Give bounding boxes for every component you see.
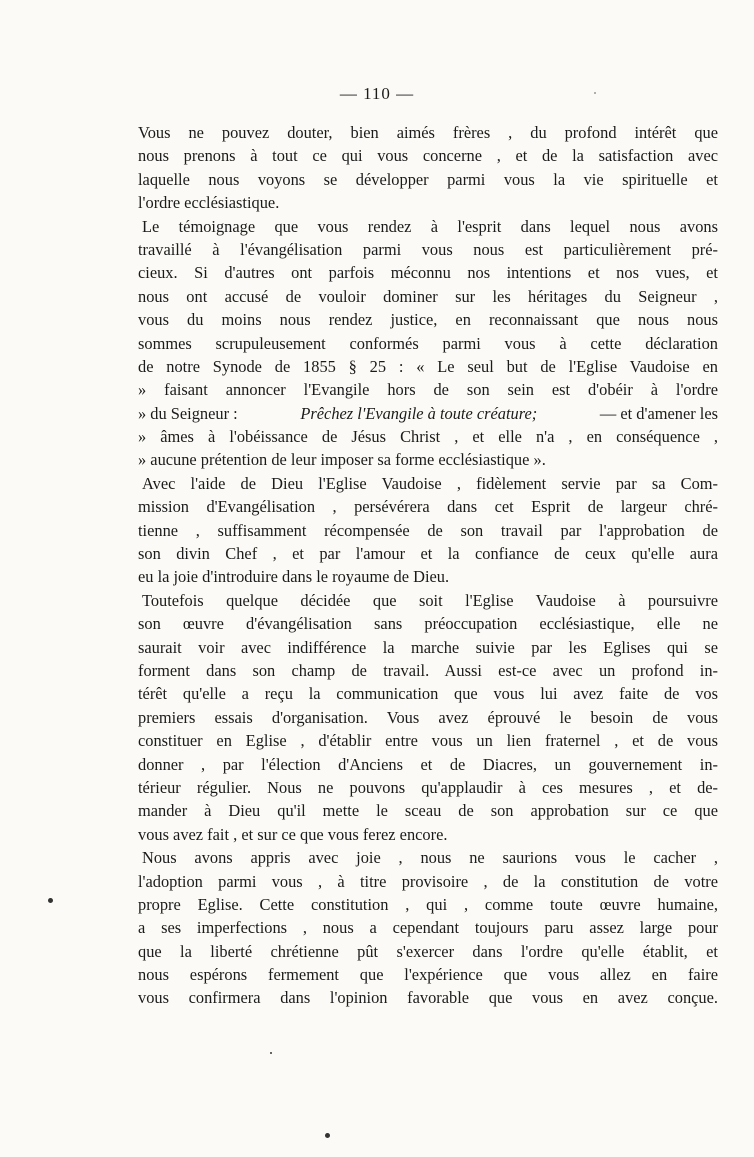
text-line-mixed: [138, 402, 718, 425]
text-line: » âmes à l'obéissance de Jésus Christ , et elle n'a , en conséquence ,: [138, 427, 718, 447]
text-line: eu la joie d'introduire dans le royaume de Dieu.: [138, 567, 450, 587]
text-line: Vous ne pouvez douter, bien aimés frères , du profond intérêt que: [138, 123, 718, 142]
text-line: vous du moins nous rendez justice, en reconnaissant que nous nous: [138, 310, 718, 330]
text-line: tienne , suffisamment récompensée de son travail par l'approbation de: [138, 520, 718, 540]
text-line: forment dans son champ de travail. Aussi est-ce avec un profond in-: [138, 660, 718, 680]
text-line: l'adoption parmi vous , à titre provisoire , de la constitution de votre: [138, 871, 718, 891]
text-line: constituer en Eglise , d'établir entre vous un lien fraternel , et de vous: [138, 731, 718, 751]
text-line: premiers essais d'organisation. Vous avez éprouvé le besoin de vous: [138, 707, 718, 727]
text-line: nous ont accusé de vouloir dominer sur les héritages du Seigneur ,: [138, 286, 718, 306]
print-speck: [270, 1052, 272, 1054]
text-line: Le témoignage que vous rendez à l'esprit dans lequel nous avons: [142, 216, 718, 236]
text-fragment: — et d'amener les: [599, 403, 718, 423]
text-line: Toutefois quelque décidée que soit l'Eglise Vaudoise à poursuivre: [142, 590, 718, 610]
text-line: saurait voir avec indifférence la marche suivie par les Eglises qui se: [138, 637, 718, 657]
text-line: son divin Chef , et par l'amour et la confiance de ceux qu'elle aura: [138, 544, 718, 564]
page-number: — 110 —: [339, 84, 415, 103]
text-line: nous prenons à tout ce qui vous concerne , et de la satisfaction avec: [138, 146, 718, 166]
text-line: mander à Dieu qu'il mette le sceau de son approbation sur ce que: [138, 801, 718, 821]
text-line: Nous avons appris avec joie , nous ne saurions vous le cacher ,: [142, 848, 718, 868]
print-speck: [594, 92, 596, 94]
body-text: [138, 121, 718, 1010]
print-speck: [325, 1133, 330, 1138]
text-line: vous confirmera dans l'opinion favorable que vous en avez conçue.: [138, 988, 718, 1008]
text-line: a ses imperfections , nous a cependant toujours paru assez large pour: [138, 918, 718, 938]
text-line: de notre Synode de 1855 § 25 : « Le seul but de l'Eglise Vaudoise en: [138, 356, 718, 376]
text-line: que la liberté chrétienne pût s'exercer dans l'ordre qu'elle établit, et: [138, 941, 718, 961]
text-line: son œuvre d'évangélisation sans préoccupation ecclésiastique, elle ne: [138, 614, 718, 634]
text-line: » faisant annoncer l'Evangile hors de son sein est d'obéir à l'ordre: [138, 380, 718, 400]
text-line: vous avez fait , et sur ce que vous ferez encore.: [138, 824, 448, 844]
text-line: propre Eglise. Cette constitution , qui , comme toute œuvre humaine,: [138, 894, 718, 914]
text-line: térêt qu'elle a reçu la communication que vous lui avez faite de vos: [138, 684, 718, 704]
text-line: nous espérons fermement que l'expérience que vous allez en faire: [138, 965, 718, 985]
text-line: sommes scrupuleusement conformés parmi vous à cette déclaration: [138, 333, 718, 353]
text-line: l'ordre ecclésiastique.: [138, 193, 280, 213]
text-line: térieur régulier. Nous ne pouvons qu'applaudir à ces mesures , et de-: [138, 777, 718, 797]
text-line: mission d'Evangélisation , persévérera dans cet Esprit de largeur chré-: [138, 497, 718, 517]
text-fragment: » du Seigneur :: [138, 403, 238, 423]
text-line: Avec l'aide de Dieu l'Eglise Vaudoise , fidèlement servie par sa Com-: [142, 473, 718, 493]
text-line: donner , par l'élection d'Anciens et de Diacres, un gouvernement in-: [138, 754, 718, 774]
text-line: cieux. Si d'autres ont parfois méconnu nos intentions et nos vues, et: [138, 263, 718, 283]
text-line: travaillé à l'évangélisation parmi vous nous est particulièrement pré-: [138, 239, 718, 259]
print-speck: [48, 898, 53, 903]
scripture-quote: Prêchez l'Evangile à toute créature;: [300, 403, 538, 423]
text-line: laquelle nous voyons se développer parmi vous la vie spirituelle et: [138, 169, 718, 189]
text-line: » aucune prétention de leur imposer sa forme ecclésiastique ».: [138, 450, 546, 470]
